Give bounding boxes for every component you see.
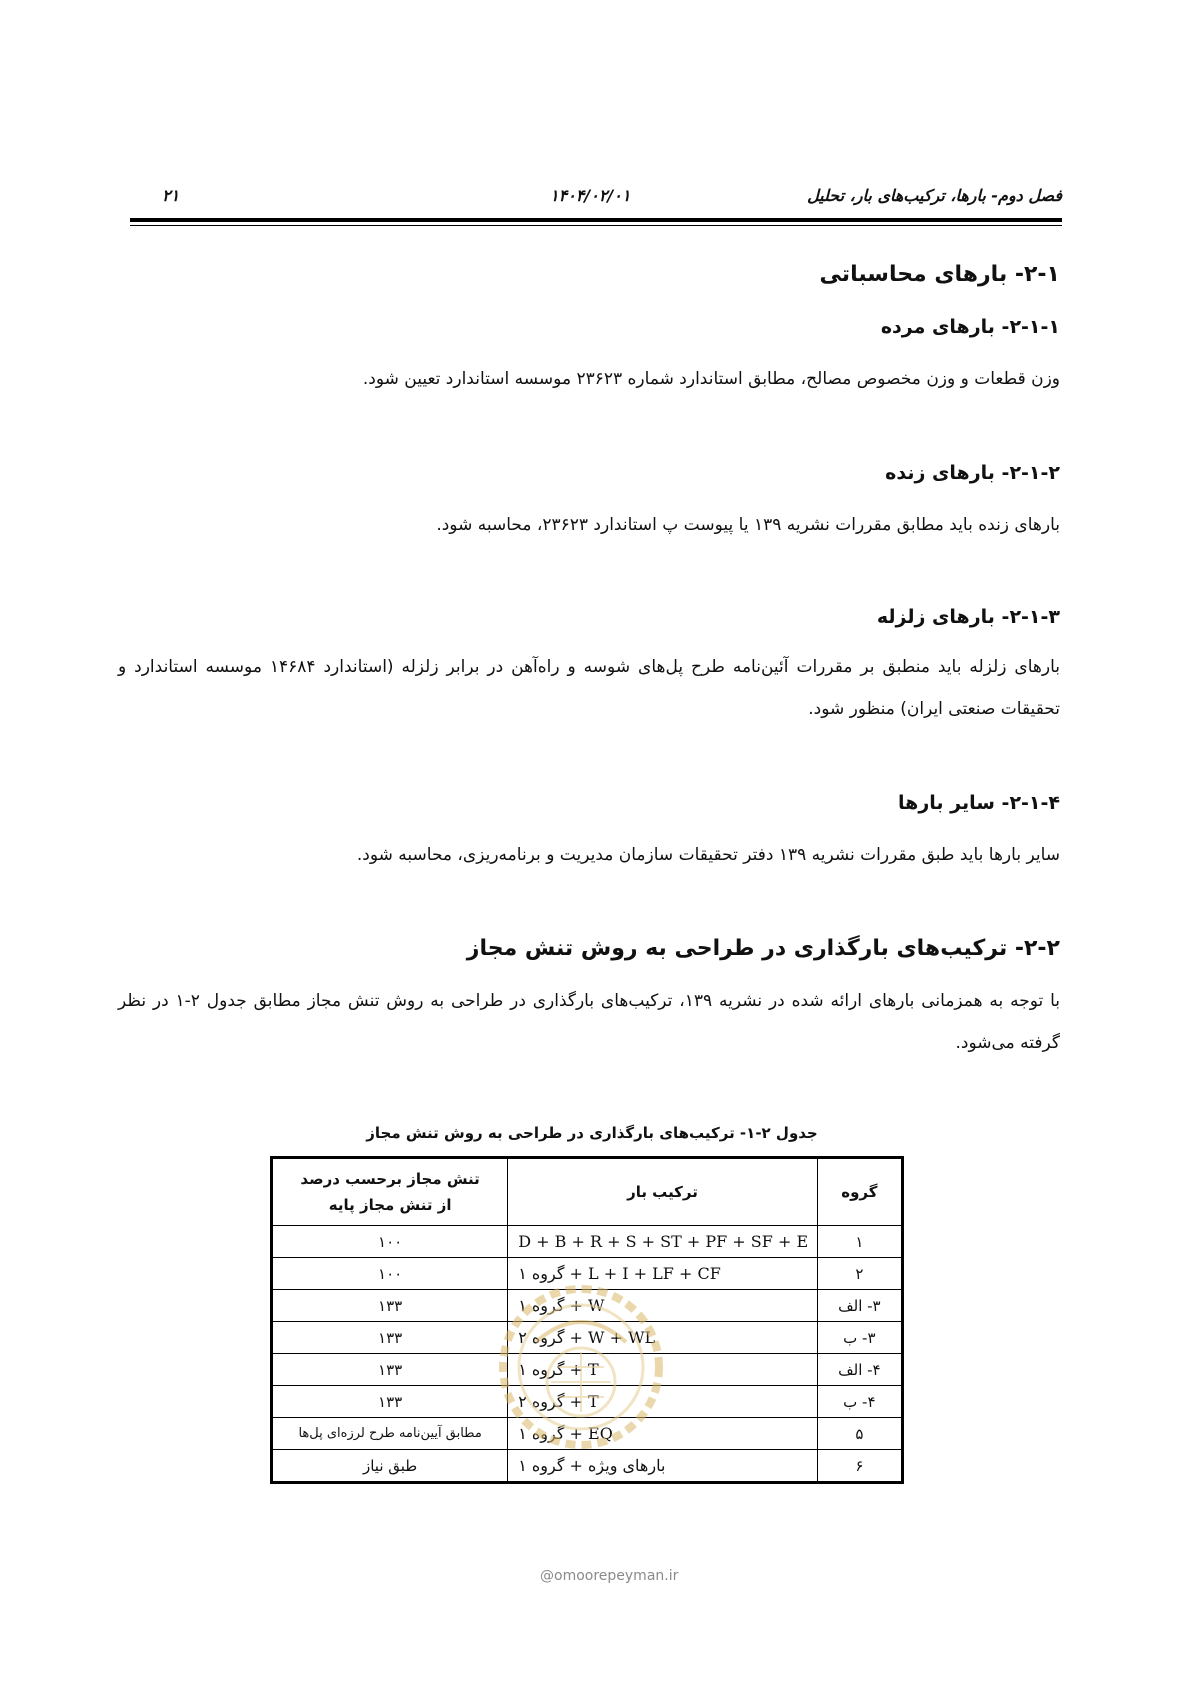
chapter-title: فصل دوم- بارها، ترکیب‌های بار، تحلیل [807, 186, 1062, 205]
cell-group: ۴- ب [817, 1386, 902, 1418]
cell-combination: گروه ۱ + T [508, 1354, 817, 1386]
section-title-2-1-2: ۲-۱-۲- بارهای زنده [885, 462, 1060, 484]
paragraph-load-combinations: با توجه به همزمانی بارهای ارائه شده در نشریه ۱۳۹، ترکیب‌های بارگذاری در طراحی به روش تنش مجاز مطابق جدول ۲-۱ در نظر گرفته می‌شود. [118, 991, 1060, 1053]
header-date: ۱۴۰۴/۰۲/۰۱ [550, 186, 631, 205]
header-allowable-stress [272, 1158, 508, 1226]
paragraph-live-loads: بارهای زنده باید مطابق مقررات نشریه ۱۳۹ یا پیوست پ استاندارد ۲۳۶۲۳، محاسبه شود. [436, 515, 1060, 535]
paragraph-dead-loads: وزن قطعات و وزن مخصوص مصالح، مطابق استاندارد شماره ۲۳۶۲۳ موسسه استاندارد تعیین شود. [362, 369, 1060, 389]
cell-combination: گروه ۲ + W + WL [508, 1322, 817, 1354]
table-row [272, 1226, 903, 1258]
cell-combination: گروه ۱ + W [508, 1290, 817, 1322]
page-number: ۲۱ [162, 186, 180, 205]
cell-combination: گروه ۲ + T [508, 1386, 817, 1418]
cell-group: ۱ [817, 1226, 902, 1258]
watermark-url: @omoorepeyman.ir [540, 1568, 679, 1584]
header-stress-line2: از تنش مجاز پایه [328, 1196, 452, 1214]
cell-group: ۳- ب [817, 1322, 902, 1354]
table-header-row [272, 1158, 903, 1226]
page-header [130, 186, 1062, 212]
paragraph-seismic-loads: بارهای زلزله باید منطبق بر مقررات آئین‌نامه طرح پل‌های شوسه و راه‌آهن در برابر زلزله (استاندارد ۱۴۶۸۴ موسسه استاندارد و تحقیقات صنعتی ایران) منظور شود. [118, 657, 1060, 719]
section-title-2-2: ۲-۲- ترکیب‌های بارگذاری در طراحی به روش تنش مجاز [466, 936, 1060, 961]
paragraph-other-loads: سایر بارها باید طبق مقررات نشریه ۱۳۹ دفتر تحقیقات سازمان مدیریت و برنامه‌ریزی، محاسبه شود. [356, 845, 1060, 865]
cell-stress: ۱۳۳ [272, 1386, 508, 1418]
cell-combination: D + B + R + S + ST + PF + SF + E [508, 1226, 817, 1258]
header-rule-thick [130, 218, 1062, 222]
section-title-2-1-4: ۲-۱-۴- سایر بارها [898, 792, 1060, 814]
cell-group: ۲ [817, 1258, 902, 1290]
section-title-2-1: ۲-۱- بارهای محاسباتی [819, 262, 1060, 287]
header-group: گروه [817, 1158, 902, 1226]
cell-stress: طبق نیاز [272, 1450, 508, 1483]
cell-group: ۶ [817, 1450, 902, 1483]
header-rule-thin [130, 225, 1062, 226]
header-combination: ترکیب بار [508, 1158, 817, 1226]
header-stress-line1: تنش مجاز برحسب درصد [300, 1170, 480, 1188]
cell-combination: گروه ۱ + EQ [508, 1418, 817, 1450]
cell-stress: ۱۳۳ [272, 1290, 508, 1322]
section-title-2-1-3: ۲-۱-۳- بارهای زلزله [876, 606, 1060, 628]
cell-group: ۳- الف [817, 1290, 902, 1322]
cell-stress: ۱۰۰ [272, 1226, 508, 1258]
section-title-2-1-1: ۲-۱-۱- بارهای مرده [880, 316, 1060, 338]
cell-combination: بارهای ویژه + گروه ۱ [508, 1450, 817, 1483]
cell-group: ۴- الف [817, 1354, 902, 1386]
cell-group: ۵ [817, 1418, 902, 1450]
cell-stress: ۱۳۳ [272, 1322, 508, 1354]
cell-stress: مطابق آیین‌نامه طرح لرزه‌ای پل‌ها [272, 1418, 508, 1450]
cell-stress: ۱۳۳ [272, 1354, 508, 1386]
cell-stress: ۱۰۰ [272, 1258, 508, 1290]
table-row [272, 1450, 903, 1483]
watermark-seal-icon [496, 1282, 666, 1452]
cell-combination: گروه ۱ + L + I + LF + CF [508, 1258, 817, 1290]
table-caption: جدول ۲-۱- ترکیب‌های بارگذاری در طراحی به روش تنش مجاز [366, 1124, 818, 1142]
